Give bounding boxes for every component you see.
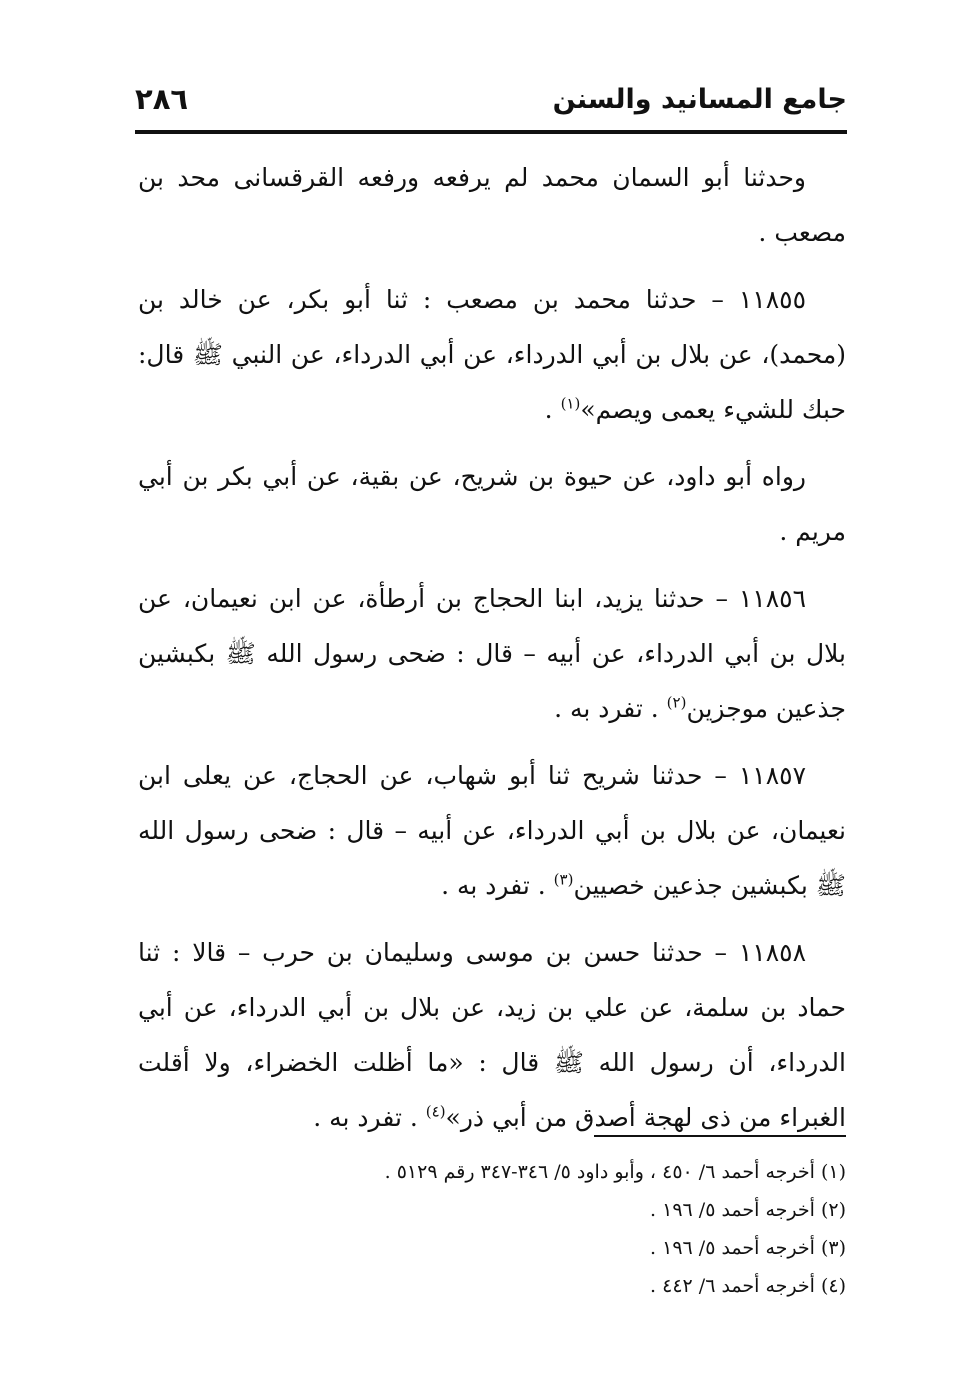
- paragraph-tail: . تفرد به .: [441, 871, 554, 900]
- footnote-ref[interactable]: (١): [560, 394, 581, 413]
- footnote-ref[interactable]: (٤): [425, 1102, 446, 1121]
- paragraph-tail: . تفرد به .: [554, 694, 667, 723]
- paragraph-text: ١١٨٥٥ – حدثنا محمد بن مصعب : ثنا أبو بكر، عن خالد بن (محمد)، عن بلال بن أبي الدرداء، عن أبي الدرداء، عن النبي ﷺ قال: حبك للشيء يعمى ويصم»: [138, 285, 846, 424]
- hadith-11856: [138, 571, 846, 736]
- paragraph-text: ١١٨٥٦ – حدثنا يزيد، ابنا الحجاج بن أرطأة، عن ابن نعيمان، عن بلال بن أبي الدرداء، عن أبيه – قال : ضحى رسول الله ﷺ بكبشين جذعين موجزين: [138, 584, 846, 723]
- paragraph: [138, 449, 846, 559]
- footnote-ref[interactable]: (٣): [553, 870, 574, 889]
- main-text: [138, 150, 846, 1157]
- footnote-1: (١) أخرجه أحمد ٦/ ٤٥٠ ، وأبو داود ٥/ ٣٤٦-٣٤٧ رقم ٥١٢٩ .: [384, 1161, 846, 1183]
- paragraph-tail: .: [544, 395, 561, 424]
- header-rule: [135, 130, 847, 134]
- hadith-11855: [138, 272, 846, 437]
- running-title: جامع المسانيد والسنن: [552, 84, 847, 115]
- hadith-11857: [138, 748, 846, 913]
- paragraph-text: ١١٨٥٧ – حدثنا شريح ثنا أبو شهاب، عن الحجاج، عن يعلى ابن نعيمان، عن بلال بن أبي الدرداء، عن أبيه – قال : ضحى رسول الله ﷺ بكبشين جذعين خصيين: [138, 761, 846, 900]
- footnote-2: (٢) أخرجه أحمد ٥/ ١٩٦ .: [650, 1199, 846, 1221]
- paragraph-text: وحدثنا أبو السمان محمد لم يرفعه ورفعه القرقسانى محد بن مصعب .: [138, 163, 846, 247]
- paragraph-text: ١١٨٥٨ – حدثنا حسن بن موسى وسليمان بن حرب – قالا : ثنا حماد بن سلمة، عن علي بن زيد، عن بلال بن أبي الدرداء، عن أبي الدرداء، أن رسول الله ﷺ قال : «ما أظلت الخضراء، ولا أقلت الغبراء من ذى لهجة أصدق من أبي ذر»: [138, 938, 846, 1132]
- footnote-3: (٣) أخرجه أحمد ٥/ ١٩٦ .: [650, 1237, 846, 1259]
- footnote-ref[interactable]: (٢): [666, 693, 687, 712]
- footnote-separator: [594, 1135, 846, 1137]
- paragraph-tail: . تفرد به .: [313, 1103, 426, 1132]
- paragraph: [138, 150, 846, 260]
- page-header: [135, 78, 847, 122]
- footnote-4: (٤) أخرجه أحمد ٦/ ٤٤٢ .: [650, 1275, 846, 1297]
- footnotes: [138, 1153, 846, 1305]
- page-number: ٢٨٦: [135, 82, 189, 116]
- paragraph-text: رواه أبو داود، عن حيوة بن شريح، عن بقية، عن أبي بكر بن أبي مريم .: [138, 462, 846, 546]
- hadith-11858: [138, 925, 846, 1145]
